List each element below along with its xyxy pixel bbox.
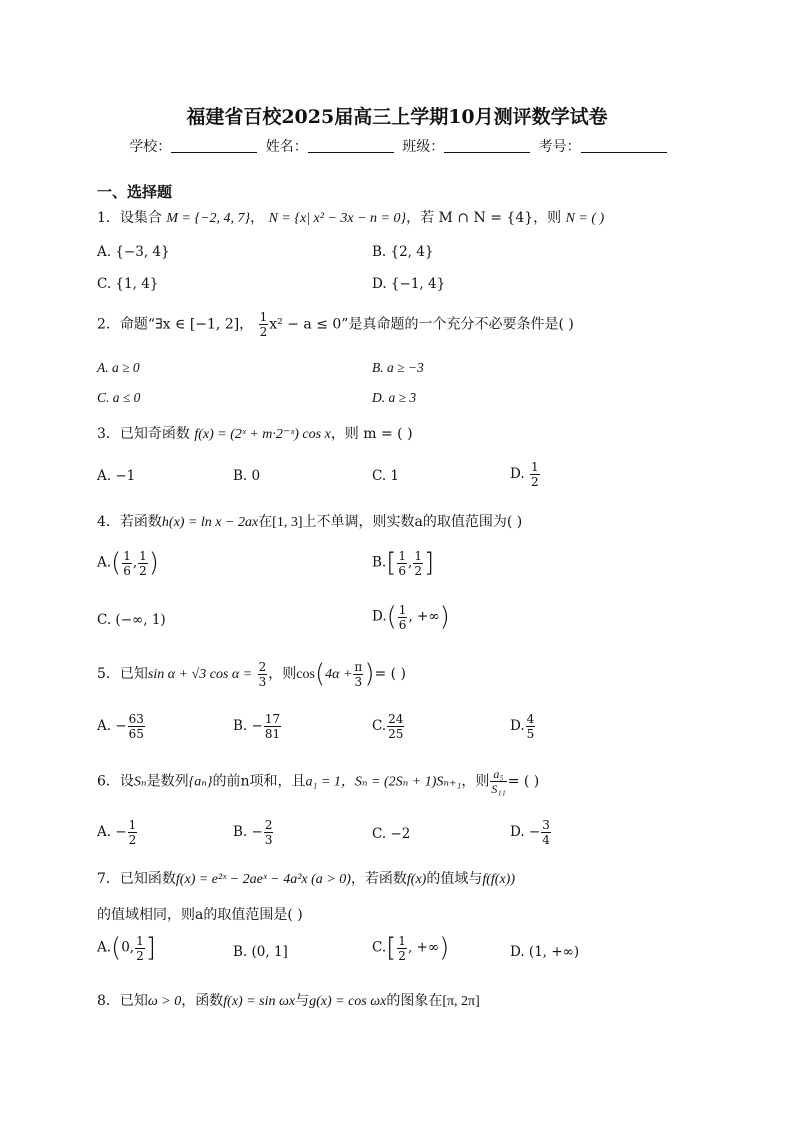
q8-g: g(x) = cos ωx [309,994,387,1009]
q7-c-close-paren: ) [439,933,450,963]
name-label: 姓名： [265,139,308,155]
q5-pi-fraction [353,660,363,689]
q3-expression: f(x) = (2ˣ + m·2⁻ˣ) cos x [194,427,331,442]
q7-c-fraction [397,934,407,963]
q5-open-paren: ( [314,659,326,689]
q5-b-label: B. − [233,718,263,734]
q7-a-den: 2 [136,948,144,963]
name-blank[interactable] [308,139,394,153]
q6-ratio-den: S₁₁ [491,782,506,796]
q4-a-d1: 6 [123,563,131,578]
q4-a-d2: 2 [139,563,147,578]
q5-c-fraction [387,712,404,741]
q5-a-fraction [128,712,145,741]
q5-option-d [510,712,536,741]
q6-d-label: D. − [510,824,541,840]
q2-option-d: D. a ≥ 3 [372,390,417,405]
class-blank[interactable] [444,139,530,153]
q4-b-frac1 [397,549,407,578]
q7-a-pre: 0, [121,939,135,956]
q2-option-b: B. a ≥ −3 [372,360,424,375]
q6-b-fraction [264,818,274,847]
q5-d-num: 4 [526,712,535,726]
q7-ffx: f(f(x)) [482,872,515,887]
q5-cos: cos [296,667,315,682]
q4-b-open-bracket: [ [386,548,397,578]
q1-option-b: B. {2, 4} [372,244,434,260]
q5-option-a [97,712,146,741]
q4-a-frac1 [122,549,132,578]
q6-ratio [490,767,506,796]
q5-b-fraction [264,712,281,741]
q4-b-label: B. [372,554,387,571]
q5-option-b [233,712,282,741]
q5-pi-num: π [354,659,363,674]
q6-a-fraction [128,818,138,847]
q3-option-c: C. 1 [372,468,400,484]
q4-b-d1: 6 [398,563,407,578]
q4-b-frac2 [413,549,423,578]
q7-option-c [372,933,449,963]
q7-a-open-paren: ( [111,933,122,963]
q5-option-c [372,712,405,741]
question-5 [97,659,406,689]
q6-stem: 6．设 [97,773,134,790]
q7-a-close-bracket: ] [145,933,156,963]
q6-a1: a₁ = 1 [305,774,341,790]
question-8 [97,990,480,1010]
q7-c-tail: , +∞ [407,939,440,956]
q3-stem: 3．已知奇函数 [97,426,190,442]
q6-a-label: A. − [97,824,127,840]
q7-c-label: C. [372,939,387,956]
q7-option-a [97,933,156,963]
q4-mid: 在 [258,514,273,530]
q4-b-d2: 2 [414,563,422,578]
q6-recurrence: ，Sₙ = (2Sₙ + 1)Sₙ₊₁ [340,774,462,790]
q7-option-d: D. (1, +∞) [510,944,580,960]
q3-ask: ，则 m = ( ) [330,426,413,442]
class-label: 班级： [402,139,445,155]
q7-a-label: A. [97,939,112,956]
q4-option-c: C. (−∞, 1) [97,612,166,628]
question-6 [97,767,539,796]
q7-option-b: B. (0, 1] [233,944,288,960]
q4-d-label: D. [372,608,387,625]
exam-number-blank[interactable] [581,139,667,153]
q1-stem: 1．设集合 [97,210,162,226]
q7-line2: 的值域相同，则a的取值范围是( ) [97,907,303,923]
q6-sequence: {aₙ} [188,774,213,790]
q4-a-n1: 1 [123,548,131,563]
q2-frac-num: 1 [259,310,268,324]
q5-close-paren: ) [364,659,375,689]
q5-pi-den: 3 [354,674,363,689]
q2-tail: x² − a ≤ 0”是真命题的一个充分不必要条件是( ) [269,316,574,333]
q3-option-b: B. 0 [233,468,261,484]
question-1: 1．设集合 M = {−2, 4, 7}， N = {x| x² − 3x − n = 0}，若 M ∩ N = {4}，则 N = ( ) [97,210,605,226]
school-label: 学校： [129,139,172,155]
q7-a-num: 1 [136,933,144,948]
q7-c-open-bracket: [ [386,933,397,963]
q3-option-d-fraction [530,460,540,489]
school-blank[interactable] [171,139,257,153]
q8-f: f(x) = sin ωx [223,994,296,1009]
q6-d-den: 4 [542,833,550,847]
question-4 [97,511,522,531]
q5-mid: ，则 [268,666,297,682]
q5-d-fraction [526,712,536,741]
q7-c-num: 1 [398,933,406,948]
q1-set-m: M = {−2, 4, 7} [166,211,251,226]
q6-option-c: C. −2 [372,826,411,842]
q5-rhs-den: 3 [258,674,267,689]
q4-b-n1: 1 [398,548,407,563]
q2-option-a: A. a ≥ 0 [97,360,140,375]
q7-a-fraction [135,934,145,963]
q4-a-n2: 1 [139,548,147,563]
q6-b-den: 3 [264,833,273,847]
q5-expression: sin α + √3 cos α = [147,667,253,682]
q8-interval: [π, 2π] [442,994,480,1009]
q4-a-open-paren: ( [111,548,122,578]
q7-c-den: 2 [398,948,406,963]
q4-b-n2: 1 [414,548,422,563]
q1-option-a: A. {−3, 4} [97,244,170,260]
q8-stem: 8．已知 [97,993,148,1009]
q6-d-fraction [541,818,551,847]
q6-mid1: 是数列 [146,773,189,790]
q4-d-frac [398,603,408,632]
q4-expression: h(x) = ln x − 2ax [161,515,259,530]
q6-option-b [233,818,274,847]
q4-a-label: A. [97,554,112,571]
q1-option-c: C. {1, 4} [97,276,159,292]
q8-omega: ω > 0 [147,994,182,1009]
q4-interval: [1, 3] [272,515,303,530]
q4-d-close-paren: ) [439,602,450,632]
q3-d-den: 2 [530,475,539,489]
q6-d-num: 3 [542,818,550,832]
q1-option-d: D. {−1, 4} [372,276,446,292]
q1-condition: ，若 M ∩ N = {4}，则 [406,210,562,226]
q2-stem: 2．命题“∃x ∈ [−1, 2]， [97,316,254,333]
q5-d-den: 5 [526,727,535,741]
q5-c-den: 25 [388,727,404,741]
q2-frac-den: 2 [259,325,268,339]
q5-rhs-fraction [258,660,268,689]
q4-d-n1: 1 [398,602,407,617]
q8-tail: 的图象在 [386,993,443,1009]
q7-mid2: 的值域与 [426,871,483,887]
question-2 [97,310,574,339]
q4-a-frac2 [138,549,148,578]
q8-mid: ，函数 [181,993,224,1009]
q6-ask: = ( ) [507,773,540,790]
q4-tail: 上不单调，则实数a的取值范围为( ) [302,514,523,530]
q3-option-d-label: D. [510,466,525,482]
q6-b-num: 2 [264,818,273,832]
q6-b-label: B. − [233,824,263,840]
q4-d-tail: , +∞ [408,608,440,625]
q4-option-a: A.( $\frac{1}{6}$ , $\frac{1}{2}$ ) [97,548,159,578]
q6-mid3: ，则 [461,773,490,790]
q4-stem: 4．若函数 [97,514,162,530]
q4-a-close-paren: ) [148,548,159,578]
q5-d-label: D. [510,718,525,734]
q7-fx: f(x) [406,872,427,887]
q5-b-num: 17 [264,712,281,726]
q6-ratio-num: a₅ [490,767,506,782]
q5-stem: 5．已知 [97,666,148,682]
q6-option-a [97,818,138,847]
q5-a-label: A. − [97,718,127,734]
q6-option-d [510,818,552,847]
q6-a-den: 2 [128,833,137,847]
q5-a-den: 65 [128,727,144,741]
q4-d-d1: 6 [398,617,407,632]
q3-option-d [510,460,541,489]
q3-d-num: 1 [530,460,539,474]
q1-set-n: N = {x| x² − 3x − n = 0} [268,211,407,226]
q5-b-den: 81 [264,727,281,741]
q6-sn: Sₙ [133,774,147,790]
q4-option-d [372,602,450,632]
q4-b-close-bracket: ] [423,548,435,578]
q6-a-num: 1 [128,818,137,832]
q2-option-c: C. a ≤ 0 [97,390,141,405]
q5-inner: 4α + [325,667,353,682]
q5-c-num: 24 [388,712,404,726]
q7-mid: ，若函数 [350,871,407,887]
q1-ask: N = ( ) [565,211,605,226]
q4-option-b: B.[ $\frac{1}{6}$ , $\frac{1}{2}$ ] [372,548,435,578]
q2-fraction [259,310,269,339]
q3-option-a: A. −1 [97,468,136,484]
exam-title: 福建省百校2025届高三上学期10月测评数学试卷 [186,106,608,128]
q7-stem: 7．已知函数 [97,871,176,887]
q5-ask-tail: = ( ) [374,666,407,682]
exam-number-label: 考号： [538,139,581,155]
q8-mid2: 与 [295,993,310,1009]
q7-expression: f(x) = e²ˣ − 2aeˣ − 4a²x (a > 0) [175,872,351,887]
question-3 [97,423,413,443]
q5-rhs-num: 2 [258,659,267,674]
section-heading: 一、选择题 [97,183,173,201]
q6-mid2: 的前n项和，且 [212,773,306,790]
question-7 [97,868,515,888]
q5-a-num: 63 [128,712,144,726]
q4-d-open-paren: ( [386,602,397,632]
q5-c-label: C. [372,718,387,734]
student-info-row [0,136,794,156]
